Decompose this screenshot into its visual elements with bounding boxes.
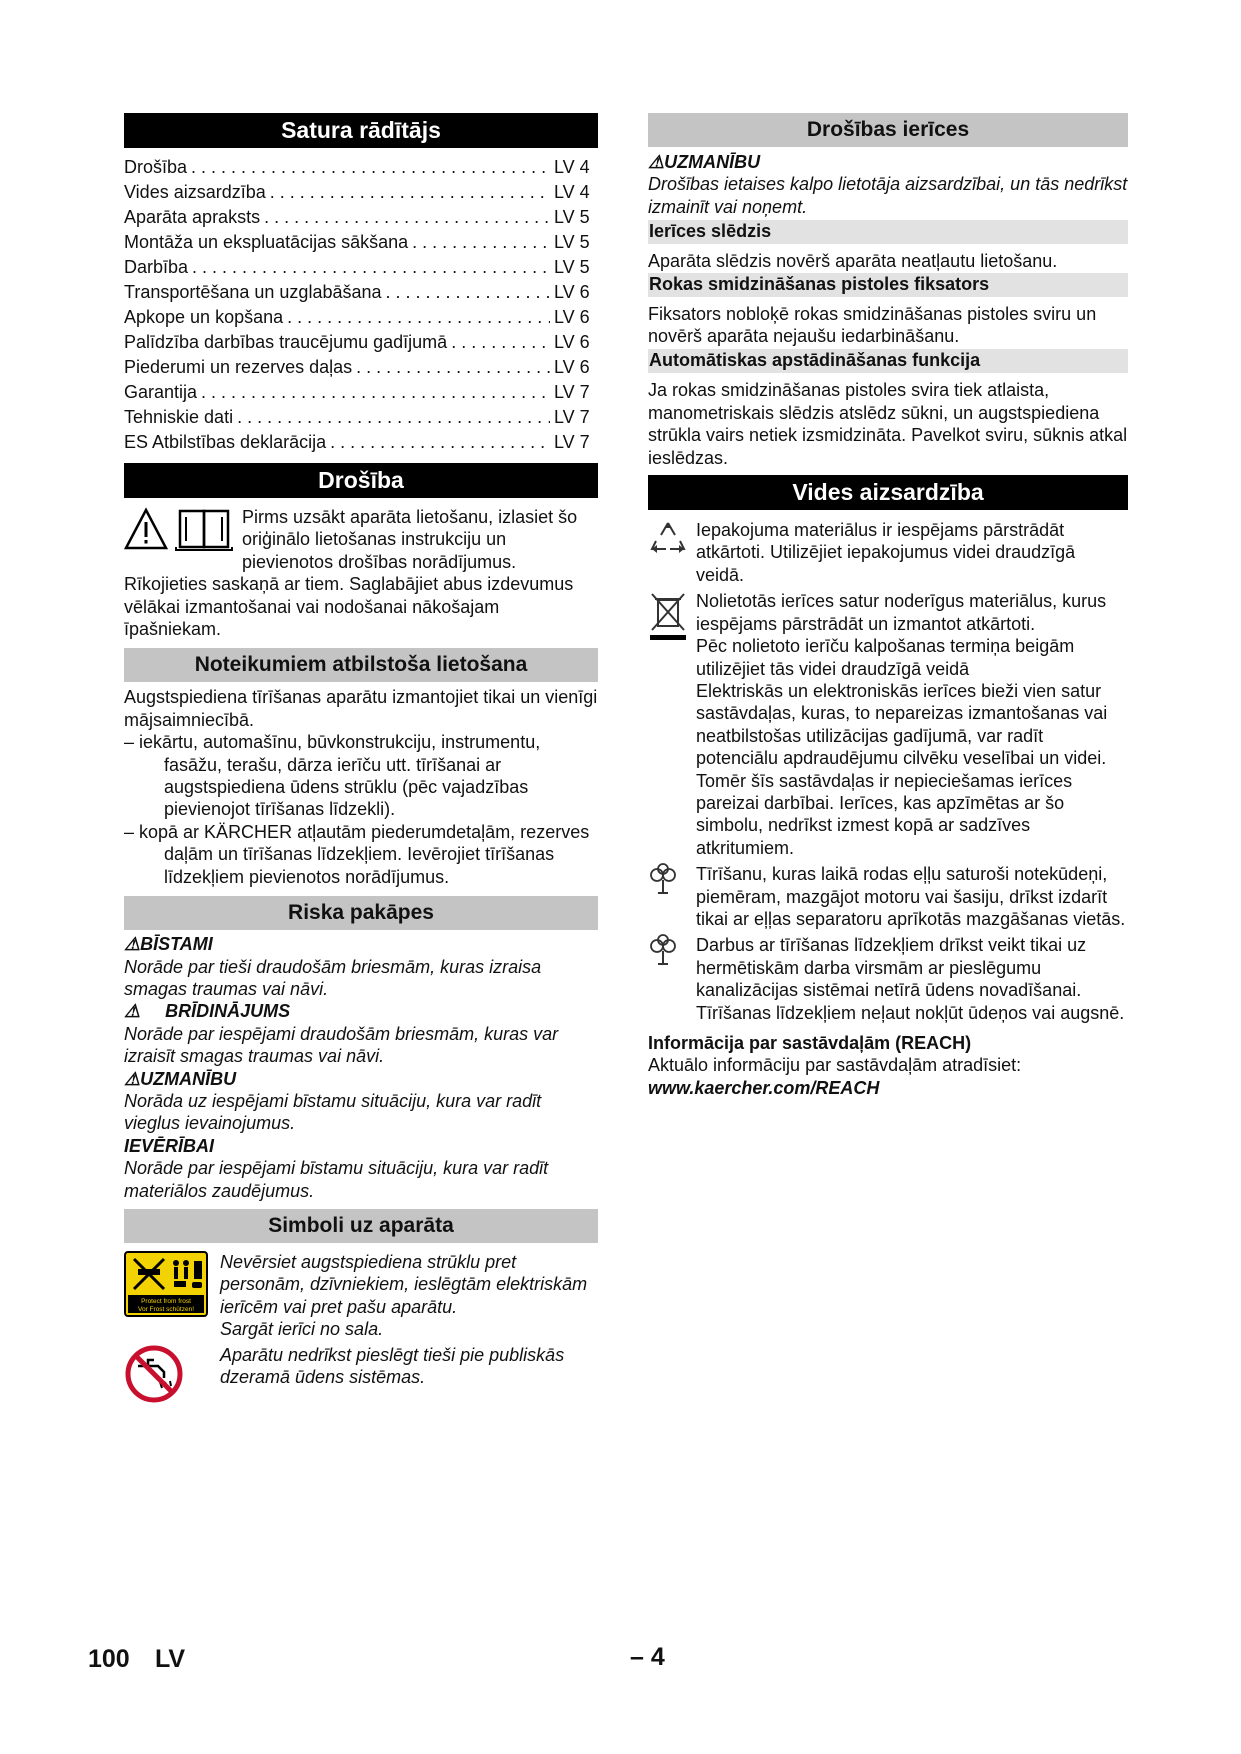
toc-item-title: Piederumi un rezerves daļas [124,357,353,377]
toc-leader-dots [237,405,550,430]
attention-label: IEVĒRĪBAI [124,1135,215,1156]
toc-leader-dots [287,305,550,330]
lock-text: Fiksators nobloķē rokas smidzināšanas pistoles sviru un novērš aparāta nejaušu iedarbināšanu. [648,303,1097,347]
toc-item-title: Vides aizsardzība [124,182,266,202]
intended-use-heading: Noteikumiem atbilstoša lietošana [124,648,598,682]
toc-item-title: ES Atbilstības deklarācija [124,432,327,452]
toc-item-page: LV 5 [554,232,590,252]
toc-list [124,155,598,455]
toc-item-page: LV 6 [554,357,590,377]
toc-item[interactable] [124,280,598,305]
caution-label: ⚠UZMANĪBU [124,1068,237,1089]
toc-leader-dots [192,255,550,280]
symbols-heading: Simboli uz aparāta [124,1209,598,1243]
toc-item-page: LV 6 [554,332,590,352]
toc-item-title: Tehniskie dati [124,407,234,427]
safety-devices-block [648,151,1128,469]
toc-item[interactable] [124,330,598,355]
toc-item-page: LV 4 [554,182,590,202]
oil-text: Tīrīšanu, kuras laikā rodas eļļu saturoši notekūdeņi, piemēram, mazgājot motoru vai šasiju, drīkst izdarīt tikai ar eļļas separatoru aprīkotās mazgāšanas vietās. [696,864,1126,929]
recycle-text: Iepakojuma materiālus ir iespējams pārstrādāt atkārtoti. Utilizējiet iepakojumus videi draudzīgā veidā. [696,520,1076,585]
intended-use-item-2: – kopā ar KÄRCHER atļautām piederumdetaļām, rezerves daļām un tīrīšanas līdzekļiem. Ievērojiet tīrīšanas līdzekļiem pievienotos norādījumus. [124,821,590,887]
toc-item-page: LV 6 [554,282,590,302]
toc-item-page: LV 4 [554,157,590,177]
toc-item-title: Darbība [124,257,189,277]
recycle-icon [648,519,696,586]
environment-heading: Vides aizsardzība [648,475,1128,510]
intended-use-block [124,686,598,888]
intended-use-text: Augstspiediena tīrīšanas aparātu izmantojiet tikai un vienīgi mājsaimniecībā. [124,687,598,730]
toc-item-title: Transportēšana un uzglabāšana [124,282,382,302]
toc-item[interactable] [124,355,598,380]
svg-text:Protect from frost: Protect from frost [141,1297,191,1305]
safety-icons [124,506,242,554]
left-column [124,113,598,1404]
switch-heading: Ierīces slēdzis [648,220,1128,244]
attention-text: Norāde par iespējami bīstamu situāciju, kura var radīt materiālos zaudējumus. [124,1158,549,1201]
warning-triangle-icon: ⚠ [124,1001,141,1022]
toc-leader-dots [330,430,550,455]
toc-leader-dots [191,155,550,180]
toc-leader-dots [270,180,550,205]
warning-manual-icon [124,506,242,552]
toc-item[interactable] [124,230,598,255]
symbol-2-text: Aparātu nedrīkst pieslēgt tieši pie publiskās dzeramā ūdens sistēmas. [220,1344,565,1387]
reach-heading: Informācija par sastāvdaļām (REACH) [648,1033,972,1053]
symbol-water-row [124,1344,598,1404]
footer-language: LV [155,1645,186,1673]
toc-leader-dots [201,380,550,405]
footer-section-page: – 4 [630,1643,665,1671]
safety-intro-block [124,506,598,640]
safety-intro-text: Pirms uzsākt aparāta lietošanu, izlasiet šo oriģinālo lietošanas instrukciju un pievienotos drošības norādījumus. Rīkojieties saskaņā ar tiem. Saglabājiet abus izdevumus vēlākai izmantošanai vai nodošanai nākošajam īpašniekam. [124,507,578,640]
toc-item-title: Montāža un ekspluatācijas sākšana [124,232,409,252]
symbol-frost-text-block [220,1251,598,1341]
symbol-frost-row [124,1251,598,1341]
right-column [648,113,1128,1099]
toc-item[interactable] [124,405,598,430]
reach-link[interactable]: www.kaercher.com/REACH [648,1077,880,1098]
toc-item[interactable] [124,155,598,180]
toc-leader-dots [386,280,550,305]
device-caution-text: Drošības ietaises kalpo lietotāja aizsardzībai, un tās nedrīkst izmainīt vai noņemt. [648,174,1128,217]
weee-text-2: Pēc nolietoto ierīču kalpošanas termiņa beigām utilizējiet tās videi draudzīgā veidā [696,636,1075,679]
device-caution-label: ⚠UZMANĪBU [648,152,761,172]
symbols-block [124,1251,598,1404]
toc-item-page: LV 7 [554,382,590,402]
oil-row [648,863,1128,930]
toc-item-page: LV 6 [554,307,590,327]
detergent-row [648,934,1128,1024]
caution-text: Norāda uz iespējami bīstamu situāciju, kura var radīt vieglus ievainojumus. [124,1090,542,1134]
toc-item-page: LV 7 [554,407,590,427]
detergent-text: Darbus ar tīrīšanas līdzekļiem drīkst veikt tikai uz hermētiskām darba virsmām ar pieslēgumu kanalizācijas sistēmai netīrā ūdens novadīšanai. Tīrīšanas līdzekļiem neļaut nokļūt ūdeņos vai augsnē. [696,935,1125,1023]
warning-triangle-icon: ⚠ [124,934,141,955]
lock-heading: Rokas smidzināšanas pistoles fiksators [648,273,1128,297]
toc-item-page: LV 5 [554,207,590,227]
toc-item[interactable] [124,180,598,205]
toc-item-page: LV 5 [554,257,590,277]
frost-jet-icon [124,1251,220,1341]
symbol-1-extra: Sargāt ierīci no sala. [220,1319,384,1340]
svg-text:Vor Frost schützen!: Vor Frost schützen! [138,1305,194,1313]
toc-item-title: Apkope un kopšana [124,307,284,327]
danger-text: Norāde par tieši draudošām briesmām, kuras izraisa smagas traumas vai nāvi. [124,956,542,999]
weee-text-3: Elektriskās un elektroniskās ierīces bieži vien satur sastāvdaļas, kuras, to nepareizas izmantošanas vai neatbilstošas utilizācijas gadījumā, var radīt potenciālu apdraudējumu cilvēku veselībai un videi. Tomēr šīs sastāvdaļas ir nepieciešamas ierīces pareizai darbībai. Ierīces, kas apzīmētas ar šo simbolu, nedrīkst izmest kopā ar sadzīves atkritumiem. [696,680,1108,858]
safety-heading: Drošība [124,463,598,498]
warning-text: Norāde par iespējami draudošām briesmām, kuras var izraisīt smagas traumas vai nāvi. [124,1023,559,1067]
weee-row [648,590,1128,859]
toc-leader-dots [451,330,550,355]
toc-leader-dots [356,355,550,380]
toc-item[interactable] [124,205,598,230]
toc-item-page: LV 7 [554,432,590,452]
reach-text: Aktuālo informāciju par sastāvdaļām atradīsiet: [648,1055,1022,1076]
toc-item[interactable] [124,255,598,280]
toc-leader-dots [412,230,550,255]
switch-text: Aparāta slēdzis novērš aparāta neatļautu lietošanu. [648,251,1058,272]
toc-item-title: Garantija [124,382,198,402]
toc-heading: Satura rādītājs [124,113,598,148]
environment-block [648,519,1128,1099]
footer-page-number: 100 [88,1645,130,1673]
symbol-1-text: Nevērsiet augstspiediena strūklu pret personām, dzīvniekiem, ieslēgtām elektriskām ierīcēm vai pret pašu aparātu. [220,1251,588,1317]
auto-stop-text: Ja rokas smidzināšanas pistoles svira tiek atlaista, manometriskais slēdzis atslēdz sūkni, un augstspiediena strūkla vairs netiek izsmidzināta. Pavelkot sviru, sūknis atkal ieslēdzas. [648,380,1128,468]
auto-stop-heading: Automātiskas apstādināšanas funkcija [648,349,1128,373]
recycle-row [648,519,1128,586]
intended-use-item-1: – iekārtu, automašīnu, būvkonstrukciju, instrumentu, fasāžu, terašu, dārza ierīču utt. tīrīšanai ar augstspiediena ūdens strūklu (pēc vajadzības pievienojot tīrīšanas līdzekli). [124,732,541,820]
safety-devices-heading: Drošības ierīces [648,113,1128,147]
oil-water-icon [648,863,696,930]
weee-text-1: Nolietotās ierīces satur noderīgus materiālus, kurus iespējams pārstrādāt un izmantot atkārtoti. [696,591,1107,634]
crossed-bin-icon [648,590,696,859]
toc-item[interactable] [124,380,598,405]
toc-item-title: Aparāta apraksts [124,207,261,227]
warning-triangle-icon: ⚠ [124,1068,141,1089]
toc-leader-dots [264,205,550,230]
weee-text-block [696,590,1128,859]
warning-label: ⚠ BRĪDINĀJUMS [124,1001,291,1022]
risk-levels-heading: Riska pakāpes [124,896,598,930]
toc-item-title: Drošība [124,157,188,177]
no-drinking-water-icon [124,1344,220,1404]
danger-label: ⚠BĪSTAMI [124,934,213,955]
toc-item[interactable] [124,430,598,455]
risk-levels-block [124,933,598,1202]
detergent-surface-icon [648,934,696,1024]
toc-item[interactable] [124,305,598,330]
toc-item-title: Palīdzība darbības traucējumu gadījumā [124,332,448,352]
warning-triangle-icon: ⚠ [648,152,665,172]
